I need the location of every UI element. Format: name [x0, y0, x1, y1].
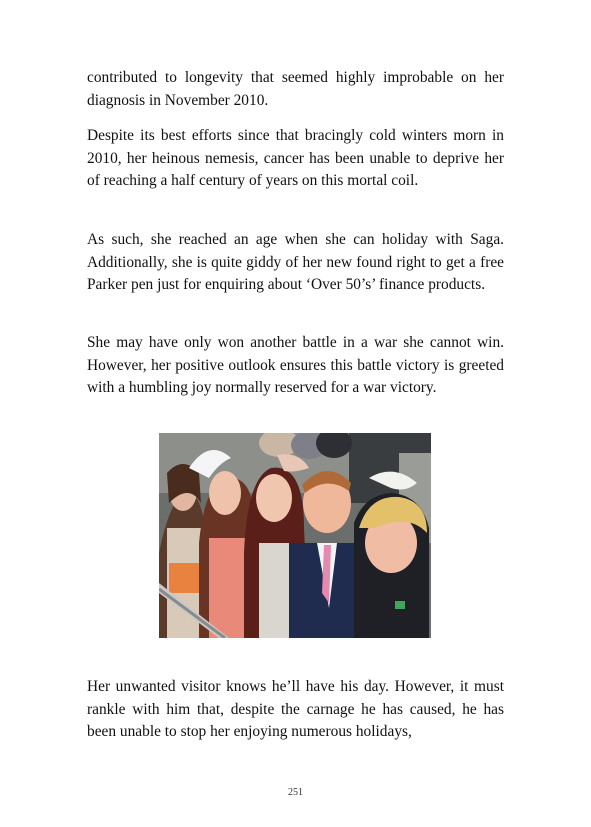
page-number: 251	[288, 787, 303, 798]
group-photo-illustration	[159, 433, 431, 638]
paragraph-2: Despite its best efforts since that bracingly cold winters morn in 2010, her heinous nemesis, cancer has been unable to deprive her of reaching a half century of years on this mortal coil.	[87, 127, 504, 189]
group-photo	[159, 433, 431, 638]
paragraph-4: She may have only won another battle in a war she cannot win. However, her positive outlook ensures this battle victory is greeted with a humbling joy normally reserved for a war victory.	[87, 334, 504, 396]
paragraph-3: As such, she reached an age when she can holiday with Saga. Additionally, she is quite giddy of her new found right to get a free Parker pen just for enquiring about ‘Over 50’s’ finance products.	[87, 231, 504, 293]
paragraph-1: contributed to longevity that seemed highly improbable on her diagnosis in November 2010.	[87, 69, 504, 109]
paragraph-5: Her unwanted visitor knows he’ll have his day. However, it must rankle with him that, despite the carnage he has caused, he has been unable to stop her enjoying numerous holidays,	[87, 678, 504, 740]
